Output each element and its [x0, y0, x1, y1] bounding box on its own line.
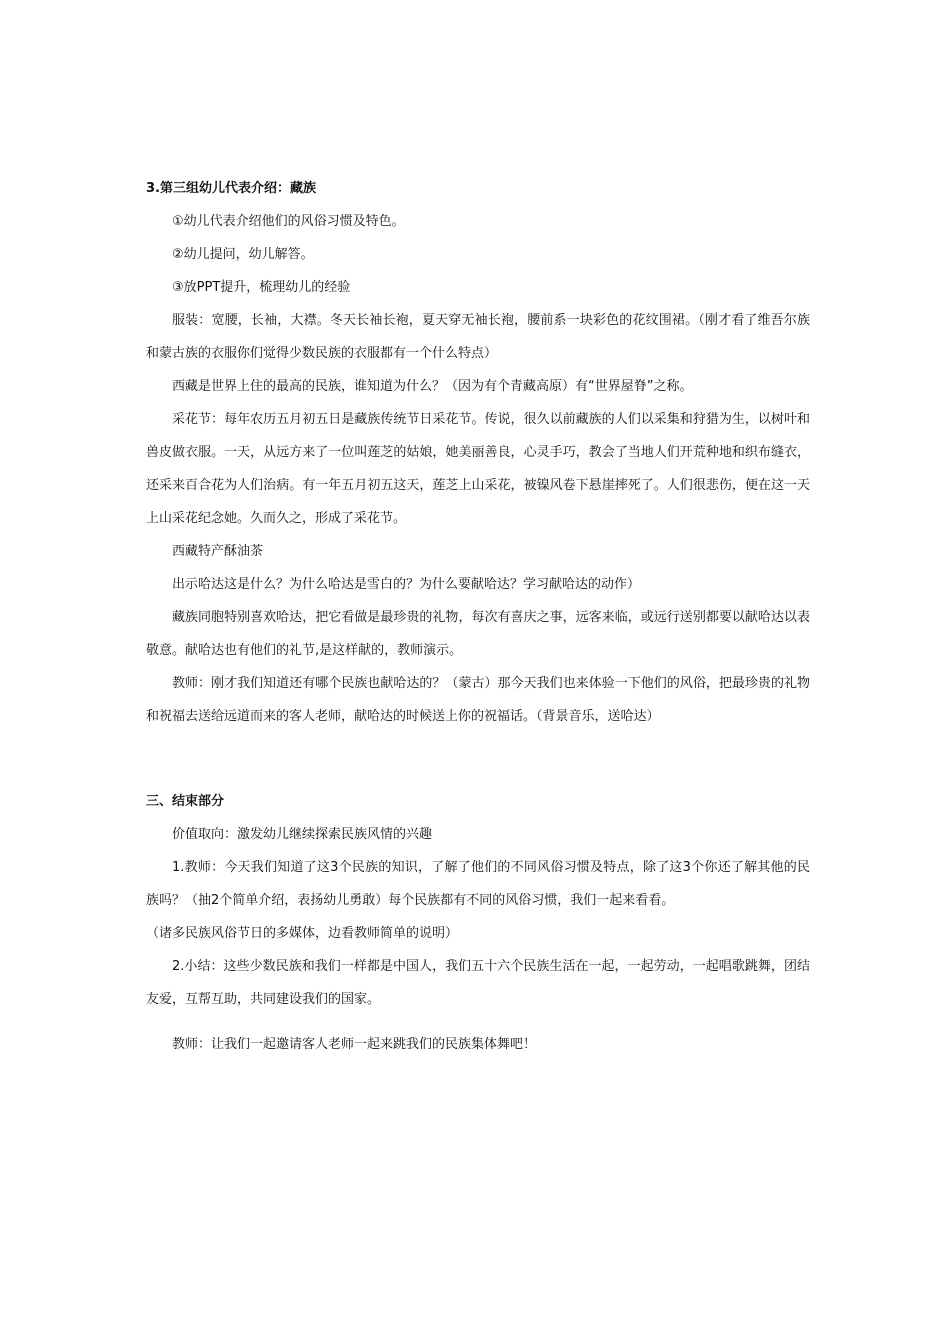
closing-line: 教师：让我们一起邀请客人老师一起来跳我们的民族集体舞吧！	[172, 1037, 537, 1052]
teacher-hada-paragraph: 教师：刚才我们知道还有哪个民族也献哈达的？（蒙古）那今天我们也来体验一下他们的风俗，把最珍贵的礼物和祝福去送给远道而来的客人老师，献哈达的时候送上你的祝福话。（背景音乐，送哈达）	[146, 676, 810, 724]
document-page	[146, 172, 810, 1061]
section3-item-1: ①幼儿代表介绍他们的风俗习惯及特色。	[172, 214, 405, 229]
flower-festival-paragraph: 采花节：每年农历五月初五日是藏族传统节日采花节。传说，很久以前藏族的人们以采集和狩猎为生，以树叶和兽皮做衣服。一天，从远方来了一位叫莲芝的姑娘，她美丽善良，心灵手巧，教会了当地人们开荒种地和织布缝衣，还采来百合花为人们治病。有一年五月初五这天，莲芝上山采花，被镍风卷下悬崖摔死了。人们很悲伤，便在这一天上山采花纪念她。久而久之，形成了采花节。	[146, 412, 810, 526]
costume-paragraph: 服装：宽腰，长袖，大襟。冬天长袖长袍，夏天穿无袖长袍，腰前系一块彩色的花纹围裙。（刚才看了维吾尔族和蒙古族的衣服你们觉得少数民族的衣服都有一个什么特点）	[146, 313, 810, 361]
ending-point-2: 2.小结：这些少数民族和我们一样都是中国人，我们五十六个民族生活在一起，一起劳动，一起唱歌跳舞，团结友爱，互帮互助，共同建设我们的国家。	[146, 959, 810, 1007]
section3-item-3: ③放PPT提升，梳理幼儿的经验	[172, 280, 351, 295]
ending-point-1-note: （诸多民族风俗节日的多媒体，边看教师简单的说明）	[146, 926, 459, 941]
ending-value-line: 价值取向：激发幼儿继续探索民族风情的兴趣	[172, 827, 433, 842]
hada-question-line: 出示哈达这是什么？为什么哈达是雪白的？为什么要献哈达？学习献哈达的动作）	[172, 577, 641, 592]
hada-paragraph: 藏族同胞特别喜欢哈达，把它看做是最珍贵的礼物，每次有喜庆之事，远客来临，或远行送别都要以献哈达以表敬意。献哈达也有他们的礼节,是这样献的，教师演示。	[146, 610, 810, 658]
ending-heading: 三、结束部分	[146, 794, 225, 809]
ending-point-1: 1.教师：今天我们知道了这3个民族的知识，了解了他们的不同风俗习惯及特点，除了这3个你还了解其他的民族吗？（抽2个简单介绍，表扬幼儿勇敢）每个民族都有不同的风俗习惯，我们一起来看看。	[146, 860, 810, 908]
closing-spacer	[146, 1016, 810, 1028]
tibet-paragraph: 西藏是世界上住的最高的民族，谁知道为什么？（因为有个青藏高原）有“世界屋脊”之称。	[172, 379, 693, 394]
butter-tea-line: 西藏特产酥油茶	[172, 544, 264, 559]
section-spacer	[146, 733, 810, 785]
section3-item-2: ②幼儿提问，幼儿解答。	[172, 247, 314, 262]
section3-heading: 3.第三组幼儿代表介绍：藏族	[146, 181, 316, 196]
